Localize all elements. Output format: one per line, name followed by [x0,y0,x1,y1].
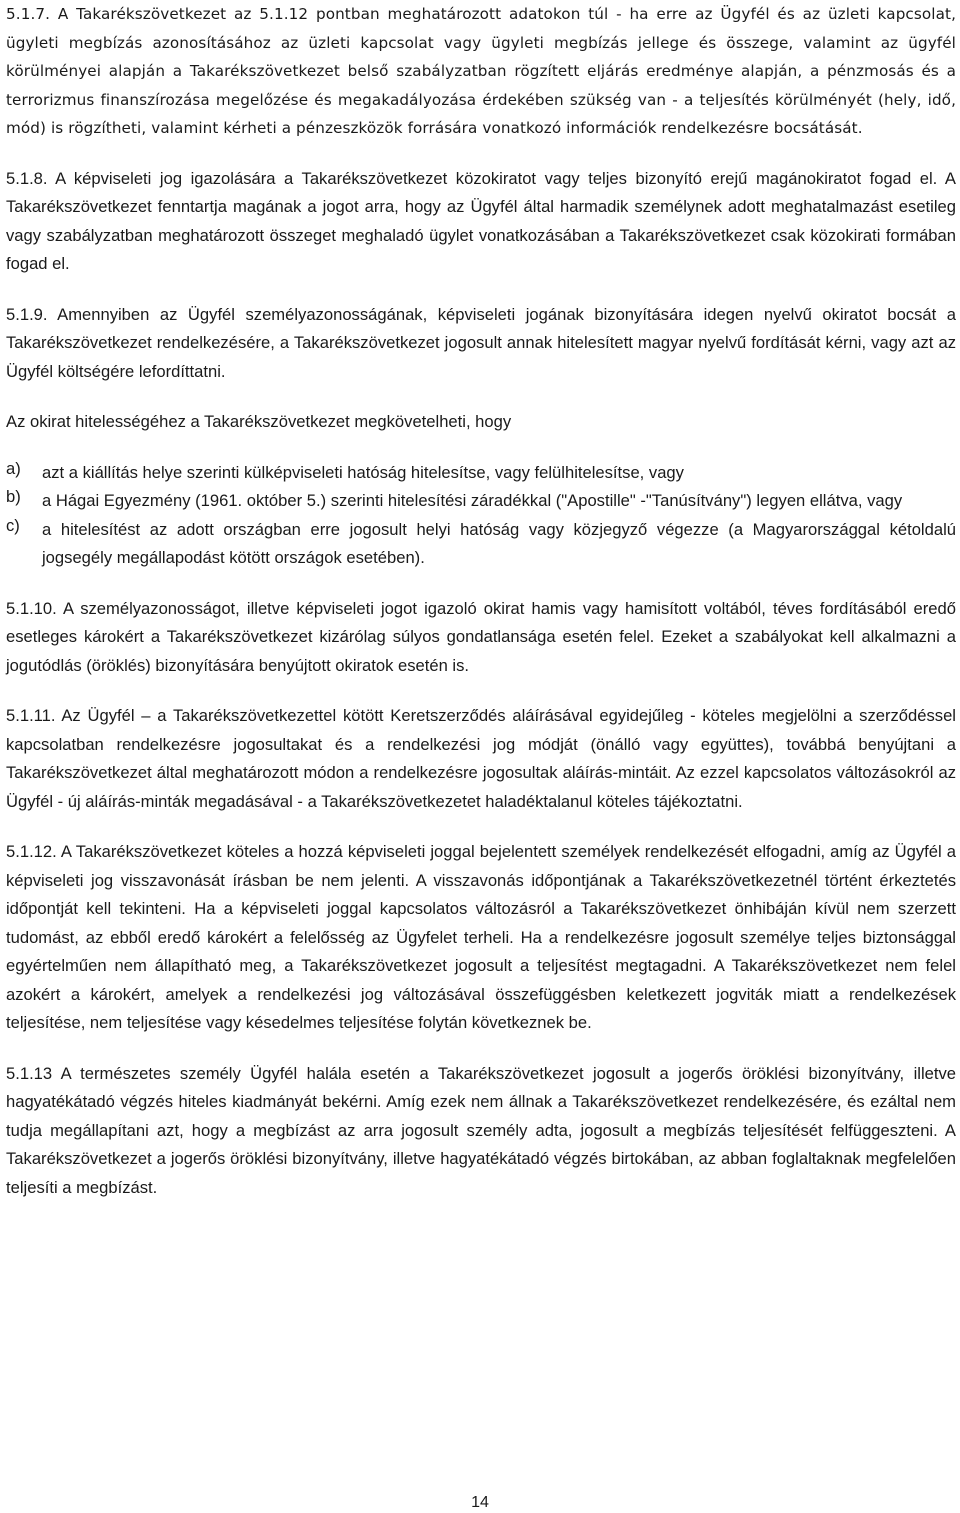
requirements-list [6,459,956,573]
list-item [6,487,956,516]
list-item-text: a hitelesítést az adott országban erre jogosult helyi hatóság vagy közjegyző végezze (a Magyarországgal kétoldalú jogsegély megállapodást kötött országok esetében). [42,519,956,567]
list-item-text: a Hágai Egyezmény (1961. október 5.) szerinti hitelesítési záradékkal ("Apostille" -"Tanúsítvány") legyen ellátva, vagy [42,491,903,510]
paragraph-5-1-10: 5.1.10. A személyazonosságot, illetve képviseleti jogot igazoló okirat hamis vagy hamisított voltából, téves fordításából eredő esetleges károkért a Takarékszövetkezet kizárólag súlyos gondatlansága esetén felel. Ezeket a szabályokat kell alkalmazni a jogutódlás (öröklés) bizonyítására benyújtott okiratok esetén is. [6,598,956,675]
page-number: 14 [471,1494,489,1511]
paragraph-5-1-8: 5.1.8. A képviseleti jog igazolására a Takarékszövetkezet közokiratot vagy teljes bizonyító erejű magánokiratot fogad el. A Takarékszövetkezet fenntartja magának a jogot arra, hogy az Ügyfél által harmadik személynek adott meghatalmazást esetileg vagy szabályzatban meghatározott összeget meghaladó ügylet vonatkozásában a Takarékszövetkezet csak közokirati formában fogad el. [6,168,956,273]
paragraph-5-1-7: 5.1.7. A Takarékszövetkezet az 5.1.12 pontban meghatározott adatokon túl - ha erre az Ügyfél és az üzleti kapcsolat, ügyleti megbízás azonosításához az üzleti kapcsolat vagy ügyleti megbízás jellege és összege, valamint az ügyfél körülményei alapján a Takarékszövetkezet belső szabályzatban rögzített eljárás eredménye alapján, a pénzmosás és a terrorizmus finanszírozása megelőzése és megakadályozása érdekében szükség van - a teljesítés körülményét (hely, idő, mód) is rögzítheti, valamint kérheti a pénzeszközök forrására vonatkozó információk rendelkezésre bocsátását. [6,5,956,137]
list-item [6,516,956,573]
list-intro: Az okirat hitelességéhez a Takarékszövetkezet megkövetelheti, hogy [6,412,512,431]
paragraph-5-1-9: 5.1.9. Amennyiben az Ügyfél személyazonosságának, képviseleti jogának bizonyítására idegen nyelvű okiratot bocsát a Takarékszövetkezet rendelkezésére, a Takarékszövetkezet jogosult annak hitelesített magyar nyelvű fordítását kérni, vagy azt az Ügyfél költségére lefordíttatni. [6,304,956,381]
list-item [6,459,956,488]
paragraph-5-1-13: 5.1.13 A természetes személy Ügyfél halála esetén a Takarékszövetkezet jogosult a jogerős öröklési bizonyítvány, illetve hagyatékátadó végzés hiteles kiadmányát bekérni. Amíg ezek nem állnak a Takarékszövetkezet rendelkezésére, és ezáltal nem tudja megállapítani azt, hogy a megbízást az arra jogosult személy adta, jogosult a megbízás teljesítését felfüggeszteni. A Takarékszövetkezet a jogerős öröklési bizonyítvány, illetve hagyatékátadó végzés birtokában, az abban foglaltaknak megfelelően teljesíti a megbízást. [6,1063,956,1197]
list-marker: a) [6,458,21,478]
paragraph-5-1-12: 5.1.12. A Takarékszövetkezet köteles a hozzá képviseleti joggal bejelentett személyek rendelkezését elfogadni, amíg az Ügyfél a képviseleti jog visszavonását írásban be nem jelenti. A visszavonás időpontjának a Takarékszövetkezetnél történt érkeztetés időpontját kell tekinteni. Ha a képviseleti joggal kapcsolatos változásról a Takarékszövetkezet önhibáján kívül nem szerzett tudomást, az ebből eredő károkért a felelősség az Ügyfelet terheli. Ha a rendelkezésre jogosult személye teljes biztonsággal egyértelműen nem állapítható meg, a Takarékszövetkezet jogosult a teljesítést megtagadni. A Takarékszövetkezet nem felel azokért a károkért, amelyek a rendelkezési jog változásával összefüggésben keletkezett jogviták miatt a rendelkezések teljesítése, nem teljesítése vagy késedelmes teljesítése folytán következnek be. [6,842,956,1032]
paragraph-5-1-11: 5.1.11. Az Ügyfél – a Takarékszövetkezettel kötött Keretszerződés aláírásával egyidejűleg - köteles megjelölni a szerződéssel kapcsolatban rendelkezésre jogosultakat és a rendelkezési jog módját (önálló vagy együttes), továbbá benyújtani a Takarékszövetkezet által meghatározott módon a rendelkezésre jogosultak aláírás-mintáit. Az ezzel kapcsolatos változásokról az Ügyfél - új aláírás-minták megadásával - a Takarékszövetkezetet haladéktalanul köteles tájékoztatni. [6,706,956,811]
list-marker: b) [6,487,21,506]
list-item-text: azt a kiállítás helye szerinti külképviseleti hatóság hitelesítse, vagy felülhitelesítse, vagy [42,462,684,482]
list-marker: c) [6,515,20,535]
document-page [6,0,956,1202]
